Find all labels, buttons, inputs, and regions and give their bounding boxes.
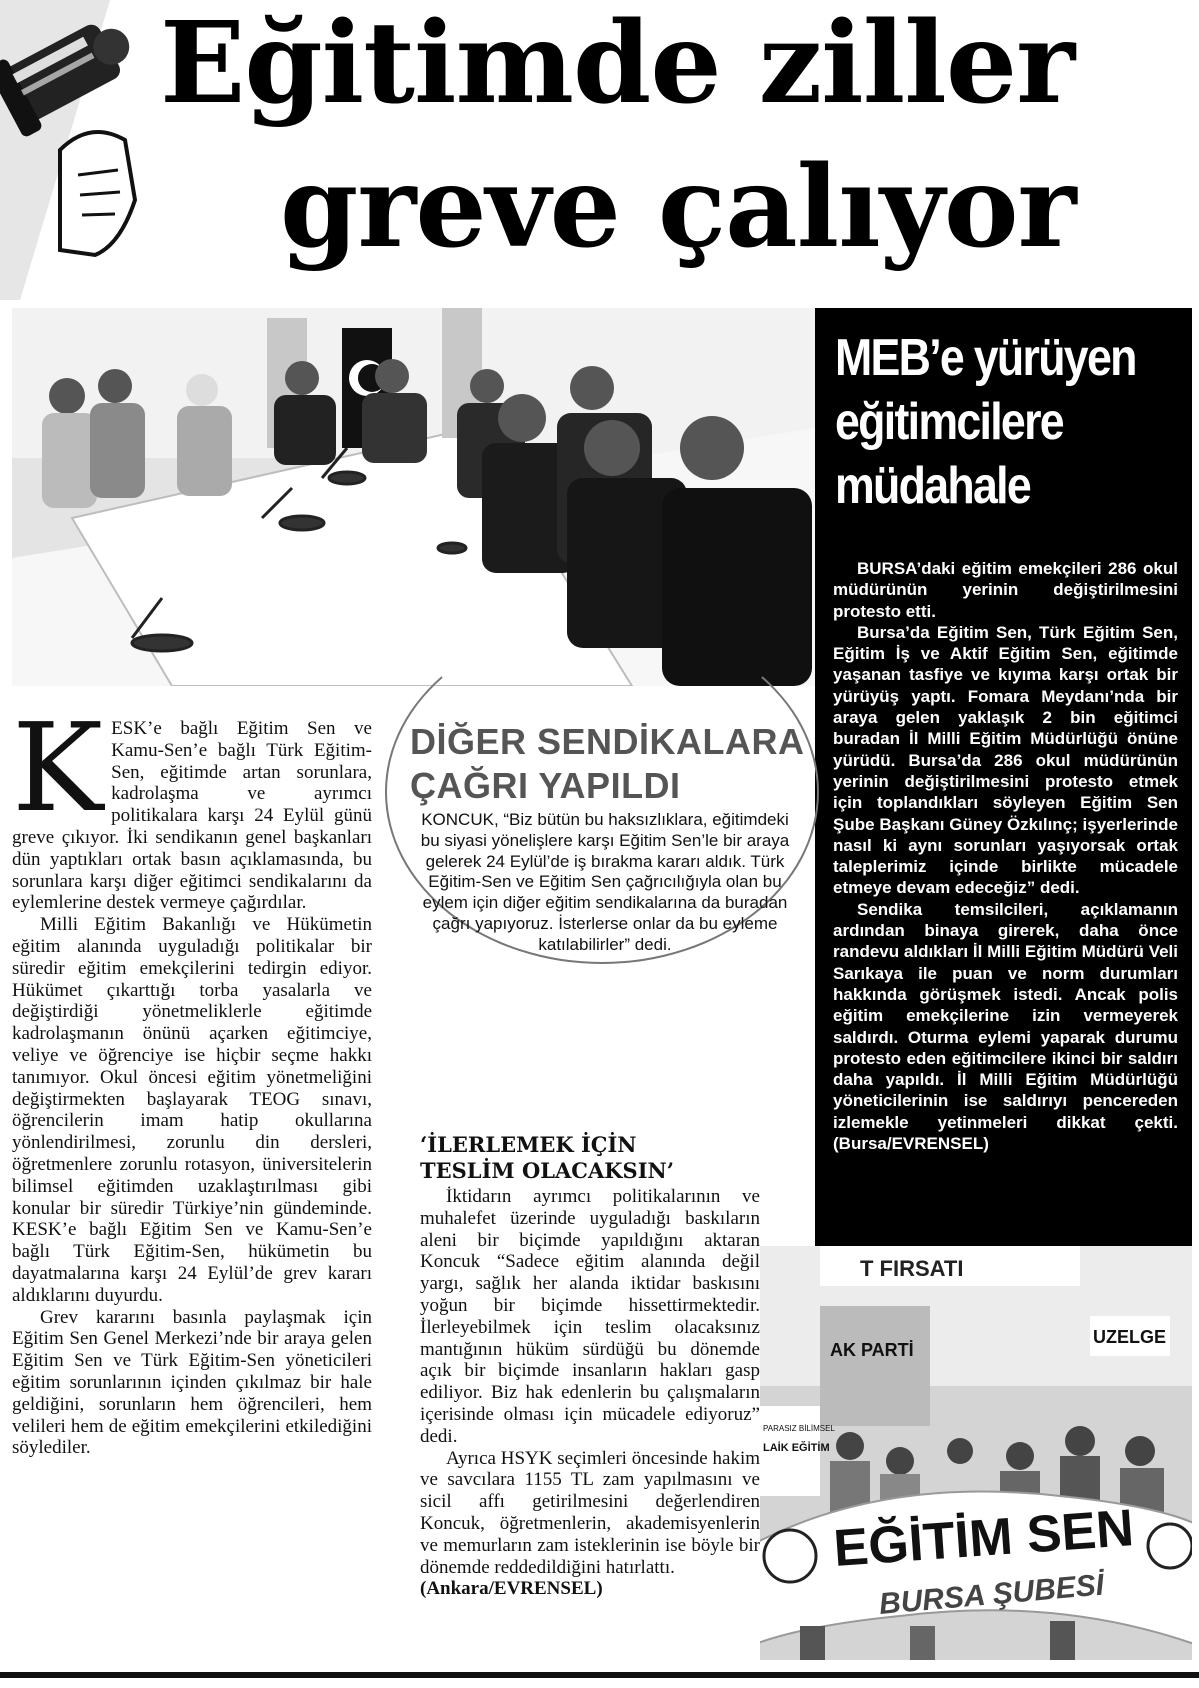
main-article	[12, 697, 372, 1459]
headline-line-1: Eğitimde ziller	[160, 0, 1075, 129]
bottom-rule	[0, 1672, 1199, 1678]
banner-line-1: EĞİTİM SEN	[831, 1499, 1136, 1578]
callout-title	[410, 720, 810, 808]
sign-left-2: PARASIZ BİLİMSEL	[763, 1424, 835, 1433]
main-paragraph-1-text: ESK’e bağlı Eğitim Sen ve Kamu-Sen’e bağlı Türk Eğitim-Sen, eğitimde artan sorunlara, kadrolaşma ve ayrımcı politikalara karşı 24 Eylül günü greve çıkıyor. İki sendikanın genel başkanları dün yaptıkları ortak basın açıklamasında, bu sorunlara karşı diğer eğitimci sendikalarını da eylemlerine destek vermeye çağırdılar.	[12, 718, 372, 914]
sidebar-body	[833, 558, 1178, 1154]
section-paragraph: İktidarın ayrımcı politikalarının ve muhalefet üzerinde uyguladığı baskıların aleni bir biçimde yapıldığını aktaran Koncuk “Sadece eğitim alanında değil yargı, sağlık her alanda iktidar baskısını yoğun bir biçimde hissettirmektedir. İlerleyebilmek için teslim olacaksınız mantığının hüküm sürdüğü bu dönemde açık bir biçimde insanların hakları gasp ediliyor. Biz hak edenlerin bu çalışmaların içerisinde olması için mücadele ediyoruz” dedi.	[420, 1186, 760, 1447]
callout-title-line-1: DİĞER SENDİKALARA	[410, 721, 805, 762]
protest-photo	[760, 1246, 1192, 1660]
section-paragraph: Ayrıca HSYK seçimleri öncesinde hakim ve savcılara 1155 TL zam yapılmasını ve sicil affı getirilmesini değerlendiren Koncuk, öğretmenlerin, akademisyenlerin ve memurların zam isteklerinin ise böyle bir dönemde reddedildiğini hatırlattı.	[420, 1447, 760, 1578]
section-heading	[420, 1132, 820, 1184]
banner-line-2: BURSA ŞUBESİ	[877, 1568, 1106, 1621]
sidebar-paragraph: Bursa’da Eğitim Sen, Türk Eğitim Sen, Eğitim İş ve Aktif Eğitim Sen, eğitimde yaşanan tasfiye ve kıyıma karşı ortak bir yürüyüş yaptı. Fomara Meydanı’nda bir araya gelen yaklaşık 2 bin eğitimci buradan İl Milli Eğitim Müdürlüğü önüne yürüdü. Bursa’da 286 okul müdürünün yerinin değiştirilmesini protesto etmek için toplandıkları söyleyen Eğitim Sen Şube Başkanı Güney Özkılınç; işyerlerinde nasıl ki aynı sorunları yaşıyorsak ortak taleplerimiz içinde birlikte mücadele etmeye devam edeceğiz” dedi.	[833, 622, 1178, 898]
bell-illustration	[0, 0, 175, 300]
section-heading-line-2: TESLİM OLACAKSIN’	[420, 1158, 675, 1183]
sign-top: T FIRSATI	[860, 1256, 964, 1281]
article-credit: (Ankara/EVRENSEL)	[420, 1578, 603, 1600]
main-paragraph: Milli Eğitim Bakanlığı ve Hükümetin eğitim alanında uyguladığı politikalar bir süredir eğitim emekçilerini tedirgin ediyor. Hükümet çıkarttığı torba yasalarla ve değiştirdiği yönetmeliklerle eğitimde kadrolaşmanın önünü açarken eğitimciye, veliye ve öğrenciye ise hiçbir seçme hakkı tanımıyor. Okul öncesi eğitim yönetmeliğini değiştirmekten başlayarak TEOG sınavı, öğrencilerin imam hatip okullarına yönlendirilmesi, zorunlu din dersleri, öğretmenlere zorunlu rotasyon, üniversitelerin bilimsel eğitimden uzaklaştırılması gibi konular bir süredir Türkiye’nin gündeminde. KESK’e bağlı Eğitim Sen ve Kamu-Sen’e bağlı Türk Eğitim-Sen, hükümetin bu dayatmalarına karşı 24 Eylül’de grev kararı aldıklarını duyurdu.	[12, 914, 372, 1306]
sidebar-paragraph: BURSA’daki eğitim emekçileri 286 okul müdürünün yerinin değiştirilmesini protesto etti.	[833, 559, 1178, 621]
press-conference-photo	[12, 308, 815, 686]
sign-right: UZELGE	[1093, 1327, 1167, 1347]
callout-body: KONCUK, “Biz bütün bu haksızlıklara, eğitimdeki bu siyasi yönelişlere karşı Eğitim Sen’le bir araya gelerek 24 Eylül’de iş bırakma kararı aldık. Türk Eğitim-Sen ve Eğitim Sen çağrıcılığıyla olan bu eylem için diğer eğitim sendikalarına da buradan çağrı yapıyoruz. İsterlerse onlar da bu eyleme katılabilirler” dedi.	[420, 810, 790, 954]
drop-cap: K	[12, 697, 104, 839]
headline-line-2: greve çalıyor	[280, 142, 1076, 273]
sidebar-title: MEB’e yürüyen eğitimcilere müdahale	[835, 329, 1136, 515]
main-paragraph: Grev kararını basınla paylaşmak için Eğitim Sen Genel Merkezi’nde bir araya gelen Eğitim Sen ve Türk Eğitim-Sen yöneticileri eğitim sorunlarının içinden çıkılmaz bir hale geldiğini, sorunların hem öğrencileri, hem velileri hem de eğitim emekçilerini etkilediğini söylediler.	[12, 1306, 372, 1459]
main-paragraph-1	[12, 697, 372, 914]
sidebar-story	[815, 308, 1192, 1246]
sign-mid: AK PARTİ	[830, 1340, 914, 1360]
callout-title-line-2: ÇAĞRI YAPILDI	[410, 765, 681, 806]
sidebar-paragraph: Sendika temsilcileri, açıklamanın ardından binaya girerek, daha önce randevu aldıkları İl Milli Eğitim Müdürü Veli Sarıkaya ile puan ve norm durumları hakkında görüşmek istedi. Ancak polis eğitim emekçilerine izin vermeyerek saldırdı. Oturma eylemi yaparak durumu protesto eden eğitimcilere ikinci bir saldırı daha yapıldı. İl Milli Eğitim Müdürlüğü yöneticilerinin ise saldırıyı pencereden izlemekle yetinmeleri dikkat çekti. (Bursa/EVRENSEL)	[833, 899, 1178, 1154]
section-body	[420, 1186, 760, 1600]
section-heading-line-1: ‘İLERLEMEK İÇİN	[420, 1132, 637, 1157]
sign-left: LAİK EĞİTİM	[763, 1442, 830, 1454]
